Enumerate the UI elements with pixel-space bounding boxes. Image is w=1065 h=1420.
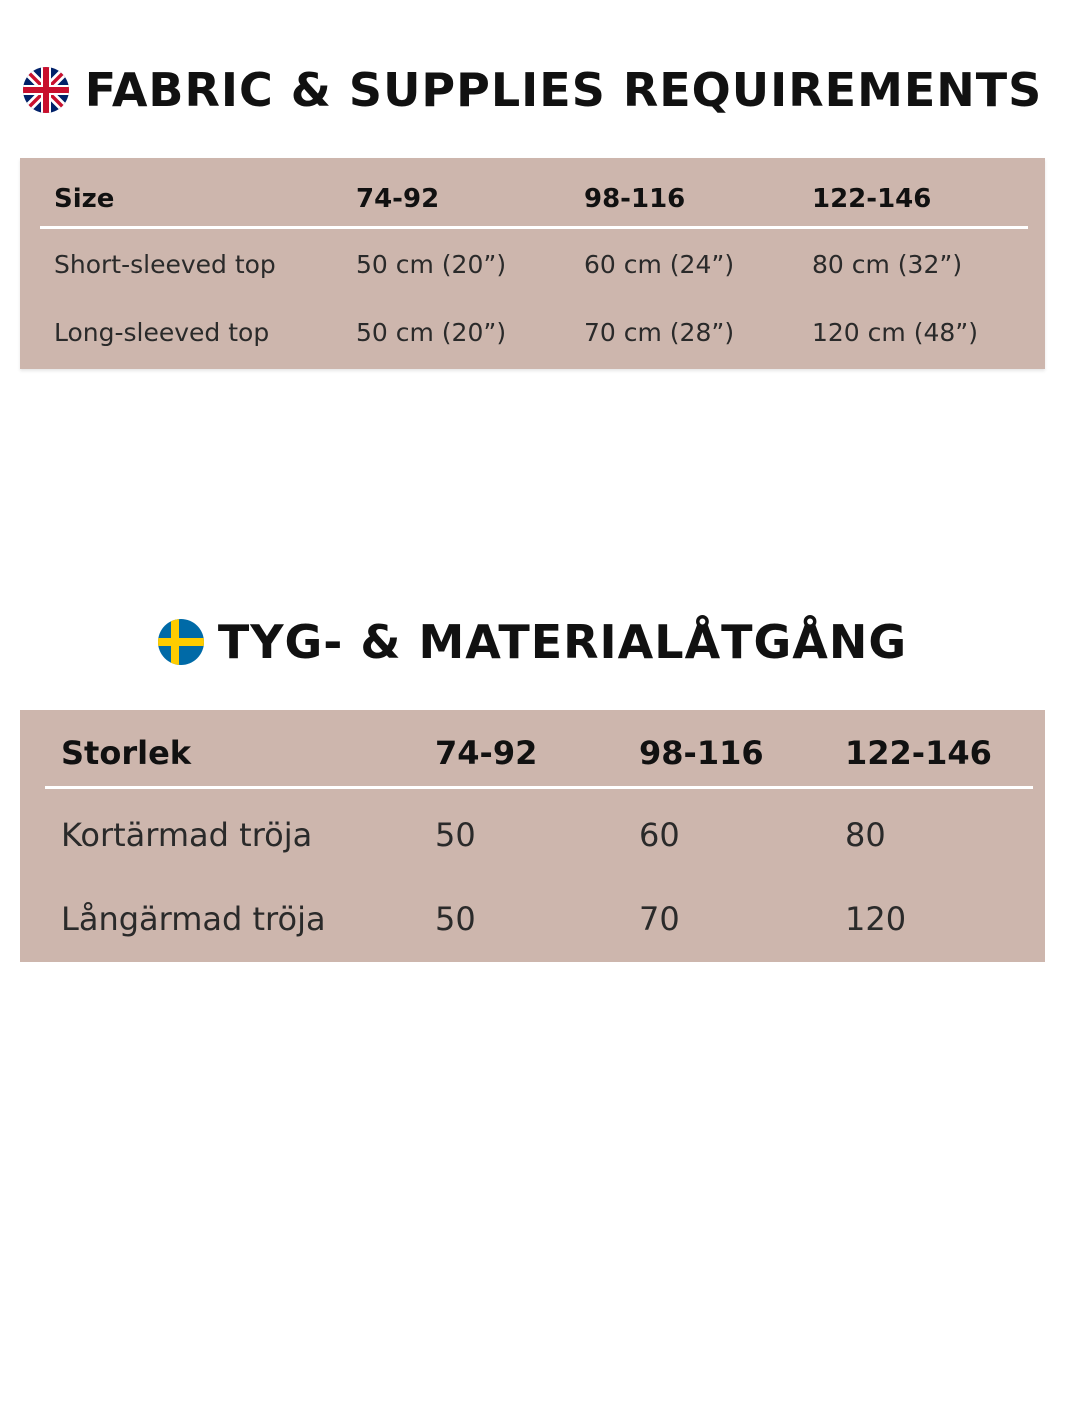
header-size-122-146: 122-146 (845, 734, 992, 772)
table-cell: 70 cm (28”) (584, 318, 735, 347)
header-size-98-116: 98-116 (639, 734, 764, 772)
sweden-flag-icon (158, 619, 204, 665)
header-divider (40, 226, 1028, 229)
table-cell: 50 (435, 900, 476, 938)
row-label: Long-sleeved top (54, 318, 270, 347)
english-section-title (0, 58, 1065, 122)
table-cell: 60 (639, 816, 680, 854)
header-storlek: Storlek (61, 734, 192, 772)
header-size-74-92: 74-92 (356, 184, 440, 214)
table-cell: 70 (639, 900, 680, 938)
english-requirements-table (20, 158, 1045, 369)
row-label: Kortärmad tröja (61, 816, 313, 854)
table-cell: 50 cm (20”) (356, 318, 507, 347)
table-cell: 80 cm (32”) (812, 250, 963, 279)
table-cell: 120 (845, 900, 907, 938)
table-cell: 60 cm (24”) (584, 250, 735, 279)
english-title-text: FABRIC & SUPPLIES REQUIREMENTS (84, 63, 1043, 117)
uk-flag-icon (23, 67, 69, 113)
swedish-requirements-table (20, 710, 1045, 962)
header-size-122-146: 122-146 (812, 184, 932, 214)
table-cell: 50 (435, 816, 476, 854)
table-cell: 50 cm (20”) (356, 250, 507, 279)
header-divider (45, 786, 1033, 789)
table-cell: 120 cm (48”) (812, 318, 978, 347)
header-size-98-116: 98-116 (584, 184, 686, 214)
header-size: Size (54, 184, 115, 214)
swedish-title-text: TYG- & MATERIALÅTGÅNG (217, 615, 908, 669)
row-label: Långärmad tröja (61, 900, 326, 938)
table-cell: 80 (845, 816, 886, 854)
header-size-74-92: 74-92 (435, 734, 538, 772)
row-label: Short-sleeved top (54, 250, 276, 279)
swedish-section-title (0, 610, 1065, 674)
